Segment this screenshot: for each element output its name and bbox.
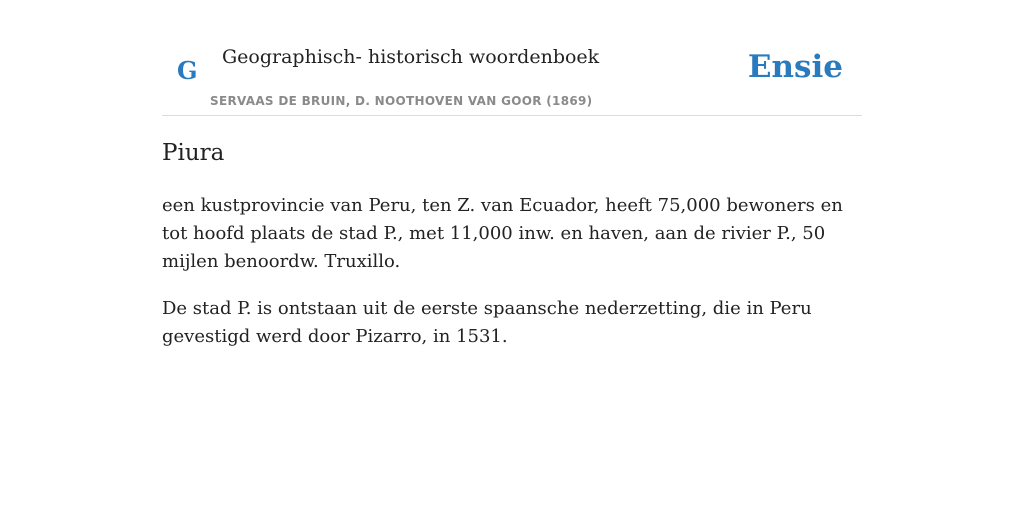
entry-title: Piura xyxy=(162,140,225,166)
entry-paragraph: De stad P. is ontstaan uit de eerste spaansche nederzetting, die in Peru gevestigd werd door Pizarro, in 1531. xyxy=(162,298,812,347)
entry-paragraph: een kustprovincie van Peru, ten Z. van Ecuador, heeft 75,000 bewoners en tot hoofd plaats de stad P., met 11,000 inw. en haven, aan de rivier P., 50 mijlen benoordw. Truxillo. xyxy=(162,195,843,272)
book-logo-icon[interactable]: G xyxy=(177,56,198,85)
page-header xyxy=(162,30,862,116)
brand-logo[interactable]: Ensie xyxy=(747,49,843,85)
book-author: SERVAAS DE BRUIN, D. NOOTHOVEN VAN GOOR (1869) xyxy=(210,94,593,108)
book-title[interactable]: Geographisch- historisch woordenboek xyxy=(222,46,600,68)
entry-body xyxy=(162,192,862,370)
